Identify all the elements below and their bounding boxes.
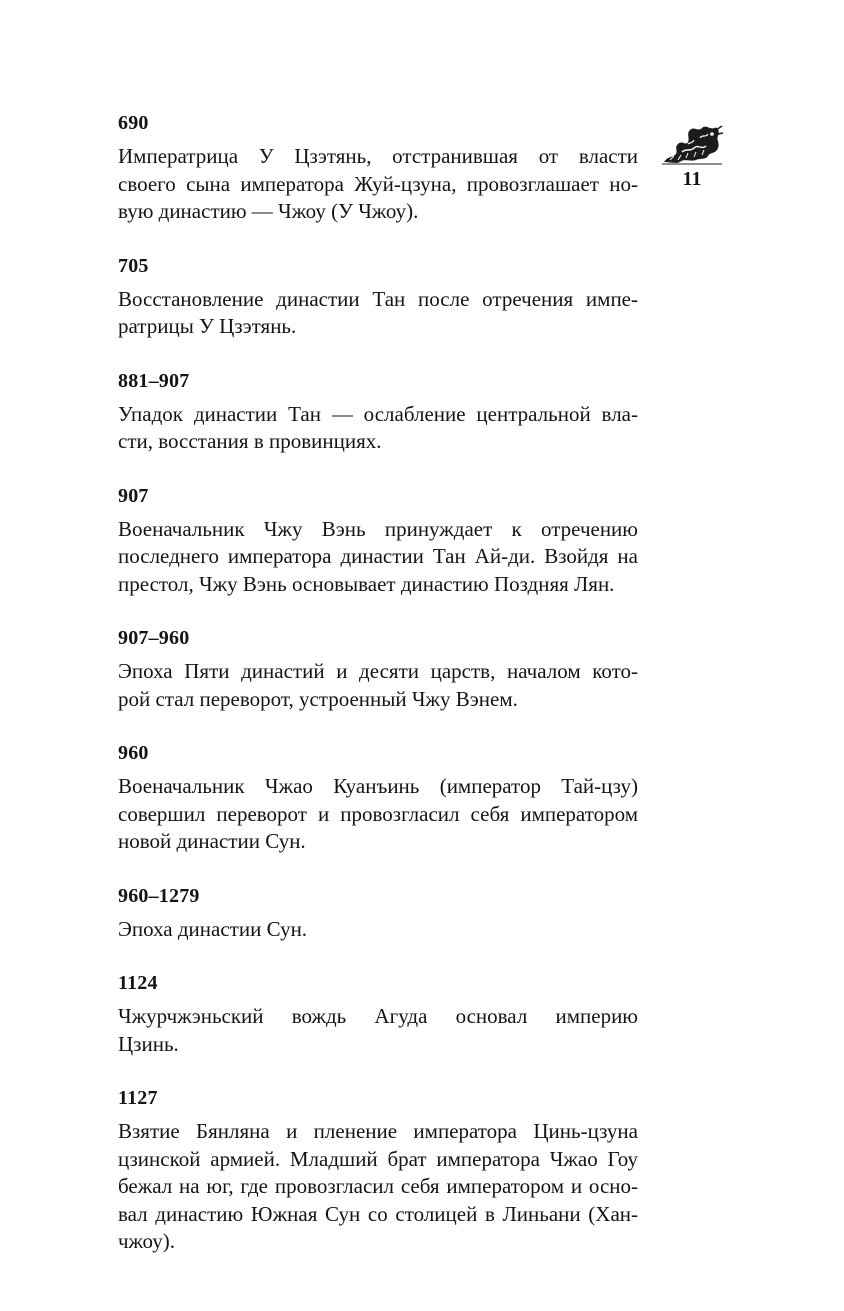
chronology-entry-907-960 [118,623,638,713]
page-number: 11 [682,168,702,190]
text-line: Восстановление династии Тан после отречения импе- [118,286,638,311]
entry-description [118,916,638,944]
text-line: Цзинь. [118,1031,179,1056]
entry-year: 907 [118,484,149,507]
text-line: ратрицы У Цзэтянь. [118,314,297,338]
text-line: Чжурчжэньский вождь Агуда основал империю [118,1004,638,1028]
text-line: Упадок династии Тан — ослабление центральной вла- [118,401,638,426]
entry-year: 881–907 [118,369,190,392]
entry-year: 705 [118,254,149,277]
text-line: Военачальник Чжу Вэнь принуждает к отречению [118,516,638,541]
text-line: новой династии Сун. [118,829,306,853]
chronology-entry-705 [118,251,638,341]
text-line: Взятие Бянляна и пленение императора Цинь-цзуна [118,1119,638,1143]
dragon-icon [660,122,724,166]
entry-year: 907–960 [118,627,190,649]
entry-year: 960 [118,742,149,764]
entry-description [118,401,638,456]
text-line: чжоу). [118,1229,175,1253]
chronology-entry-1127 [118,1083,638,1256]
entry-description [118,1003,638,1058]
entry-description [118,773,638,856]
chronology-entry-881-907 [118,366,638,456]
page-text [118,108,638,1281]
entry-description [118,658,638,713]
text-line: вую династию — Чжоу (У Чжоу). [118,199,419,223]
text-line: Императрица У Цзэтянь, отстранившая от власти [118,144,638,168]
entry-description [118,1118,638,1256]
text-line: бежал на юг, где провозгласил себя императором и осно- [118,1174,638,1198]
entry-description [118,286,638,341]
entry-year: 1124 [118,972,158,994]
entry-description [118,516,638,599]
text-line: совершил переворот и провозгласил себя императором [118,801,638,826]
chronology-entry-1124 [118,968,638,1058]
text-line: сти, восстания в провинциях. [118,429,382,453]
text-line: вал династию Южная Сун со столицей в Линьани (Хан- [118,1201,638,1226]
text-line: престол, Чжу Вэнь основывает династию Поздняя Лян. [118,571,615,596]
text-line: последнего императора династии Тан Ай-ди. Взойдя на [118,544,638,568]
chronology-entry-960 [118,738,638,856]
entry-year: 1127 [118,1087,158,1109]
text-line: Эпоха Пяти династий и десяти царств, началом кото- [118,659,638,683]
text-line: Эпоха династии Сун. [118,916,308,941]
chronology-entry-907 [118,481,638,599]
text-line: рой стал переворот, устроенный Чжу Вэнем. [118,686,518,711]
text-line: Военачальник Чжао Куанъинь (император Тай-цзу) [118,774,638,798]
text-line: цзинской армией. Младший брат императора Чжао Гоу [118,1146,638,1171]
entry-description [118,143,638,226]
chronology-entry-960-1279 [118,881,638,944]
text-line: своего сына императора Жуй-цзуна, провозглашает но- [118,171,638,196]
entry-year: 960–1279 [118,884,200,907]
entry-year: 690 [118,112,149,134]
chronology-entry-690 [118,108,638,226]
